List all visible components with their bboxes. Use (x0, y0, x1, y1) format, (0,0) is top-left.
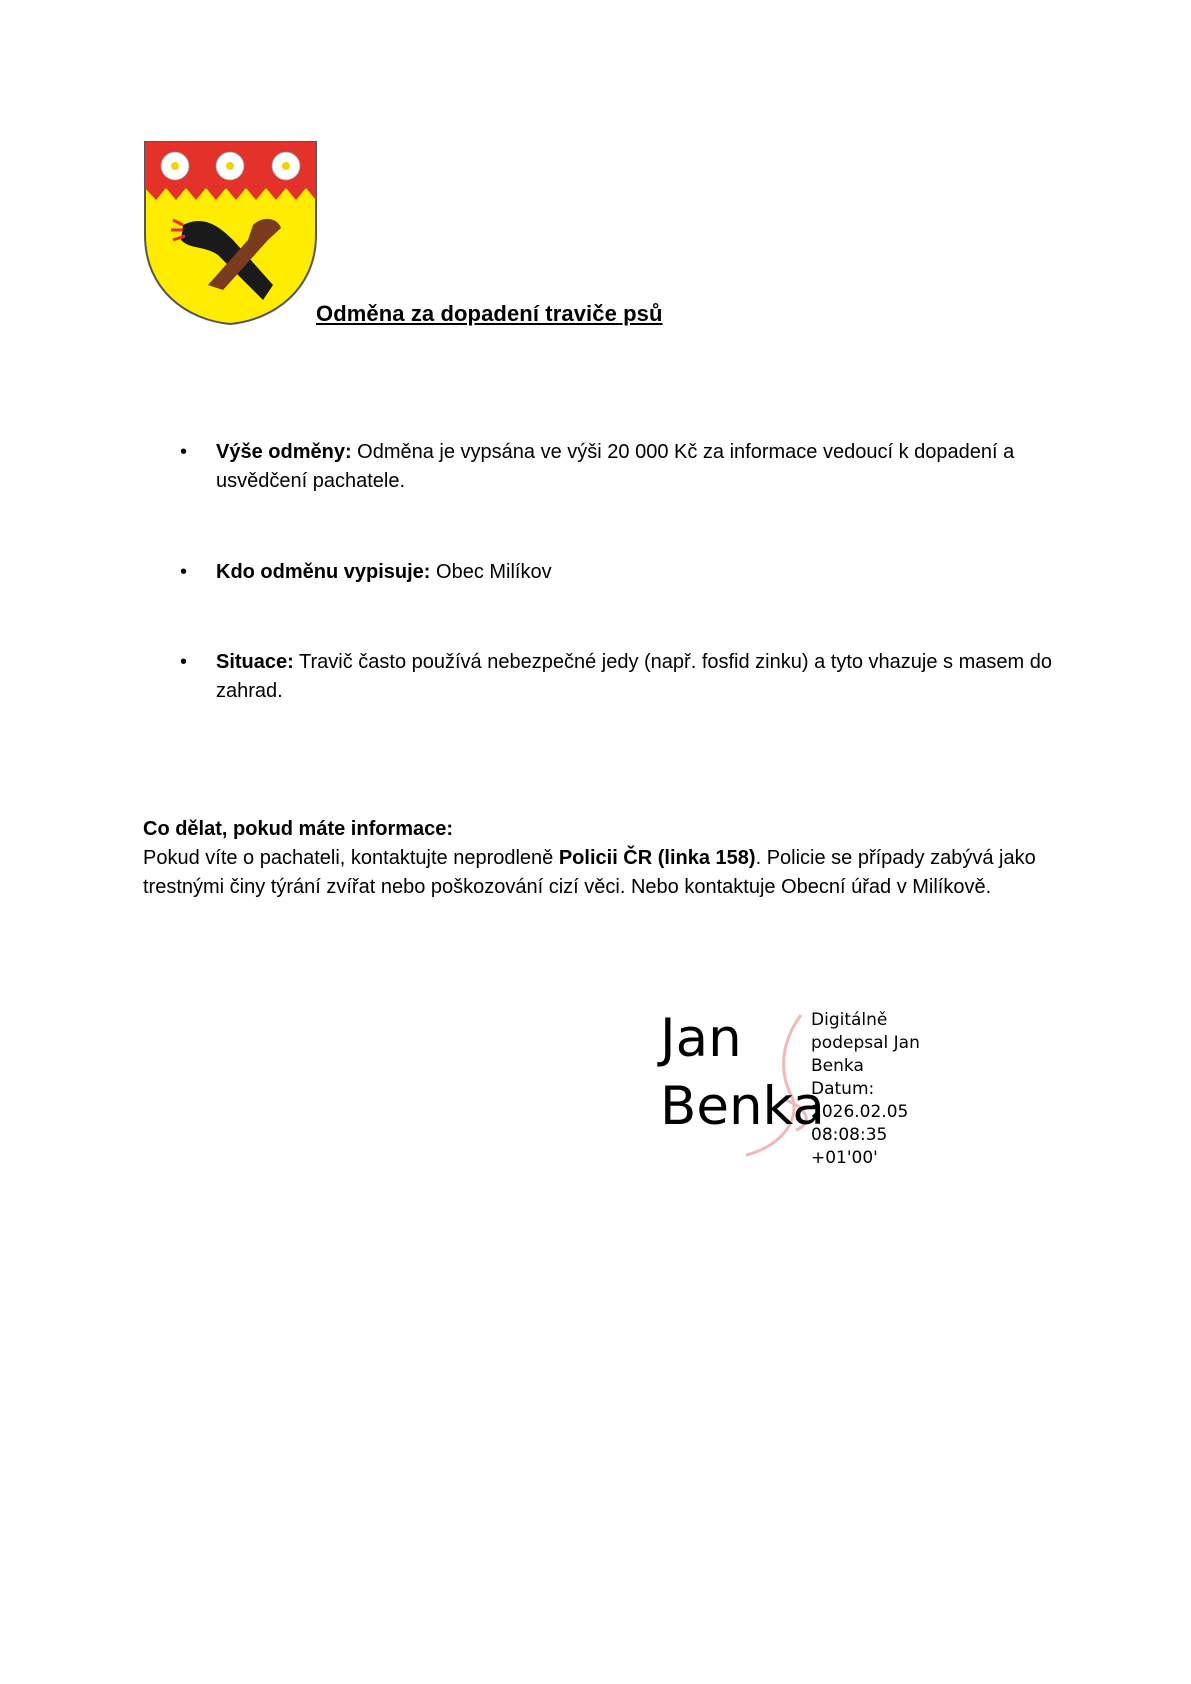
paragraph-text-after: . Policie se případy zabývá jako trestnými činy týrání zvířat nebo poškozování cizí věci. Nebo kontaktuje Obecní úřad v Milíkově. (143, 847, 1036, 898)
bullet-dot: • (180, 561, 188, 583)
paragraph-text-before: Pokud víte o pachateli, kontaktujte neprodleně (143, 847, 559, 869)
list-item-situation (180, 648, 1060, 706)
section-heading: Co dělat, pokud máte informace: (143, 818, 454, 840)
bullet-dot: • (180, 441, 188, 463)
page-title: Odměna za dopadení traviče psů (316, 301, 663, 326)
signer-name: Jan Benka (660, 1008, 825, 1137)
police-contact: Policii ČR (linka 158) (558, 847, 756, 869)
signature-details: Digitálně podepsal Jan Benka Datum: 2026.02.05 08:08:35 +01'00' (811, 1010, 920, 1168)
list-item-reward-issuer (180, 558, 1060, 587)
bullet-text: Odměna je vypsána ve výši 20 000 Kč za informace vedoucí k dopadení a usvědčení pachatele. (216, 441, 1015, 492)
bullet-text: Travič často používá nebezpečné jedy (např. fosfid zinku) a tyto vhazuje s masem do zahrad. (216, 651, 1052, 702)
what-to-do-section (143, 815, 1063, 902)
municipal-coat-of-arms (143, 140, 318, 326)
bullet-dot: • (180, 651, 188, 673)
bullet-label: Výše odměny: (216, 441, 352, 463)
bullet-label: Kdo odměnu vypisuje: (216, 561, 431, 583)
bullet-label: Situace: (216, 651, 294, 673)
digital-signature (656, 1005, 946, 1168)
section-paragraph (143, 844, 1063, 902)
bullet-text: Obec Milíkov (430, 561, 552, 583)
list-item-reward-amount (180, 438, 1060, 496)
